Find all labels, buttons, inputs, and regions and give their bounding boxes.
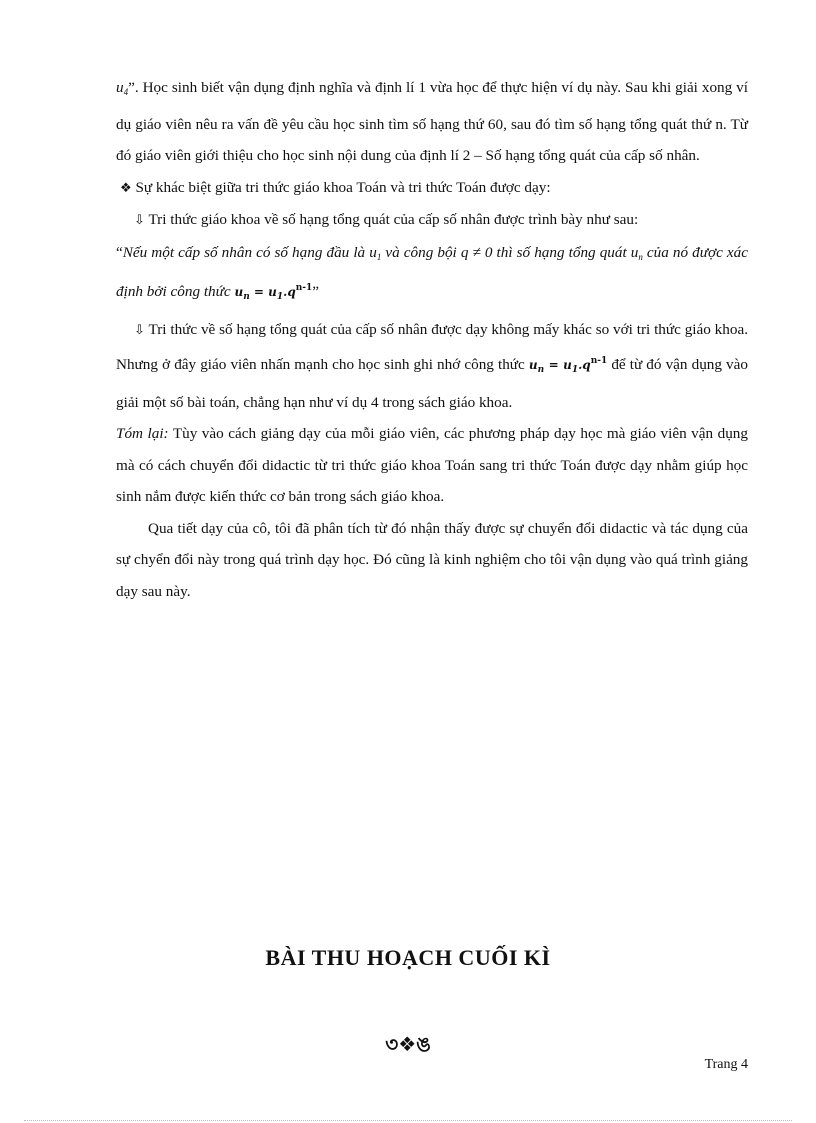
paragraph-intro-text: ”. Học sinh biết vận dụng định nghĩa và định lí 1 vừa học để thực hiện ví dụ này. Sau khi giải xong ví dụ giáo viên nêu ra vấn đề yêu cầu học sinh tìm số hạng thứ 60, sau đó tìm số hạng tổng quát thứ n. Từ đó giáo viên giới thiệu cho học sinh nội dung của định lí 2 – Số hạng tổng quát của cấp số nhân. <box>116 79 748 164</box>
quote-close: ” <box>312 283 320 300</box>
quote-part-1: Nếu một cấp số nhân có số hạng đầu là u <box>122 243 377 261</box>
formula-q: .q <box>283 285 296 299</box>
paragraph-taught-after: để từ đó vận dụng vào giải một số bài toán, chẳng hạn như ví dụ 4 trong sách giáo khoa. <box>116 356 748 411</box>
formula-lhs: u <box>528 358 538 372</box>
diamond-bullet-icon: ❖ <box>120 180 132 196</box>
paragraph-taught-knowledge <box>116 314 748 419</box>
ornament-divider-icon: ৩❖ঙ <box>385 1032 431 1056</box>
formula-general-term-inline <box>528 356 608 375</box>
paragraph-textbook-text: Tri thức giáo khoa về số hạng tổng quát của cấp số nhân được trình bày như sau: <box>148 211 639 228</box>
paragraph-closing <box>116 513 748 608</box>
summary-label: Tóm lại: <box>116 425 169 442</box>
formula-lhs: u <box>234 285 244 299</box>
page-number: Trang 4 <box>704 1057 748 1072</box>
bullet-heading <box>116 172 748 205</box>
down-arrow-icon: ⇩ <box>134 213 145 228</box>
var-u: u <box>116 79 124 96</box>
quote-part-3: thì số hạng tổng quát u <box>492 243 639 261</box>
formula-rhs: = u <box>544 358 572 372</box>
quote-sub-2: n <box>638 251 643 262</box>
quote-q-condition: q ≠ 0 <box>460 243 493 261</box>
paragraph-textbook-knowledge <box>116 204 748 237</box>
formula-exponent: n-1 <box>295 283 313 293</box>
paragraph-summary <box>116 418 748 513</box>
closing-text: Qua tiết dạy của cô, tôi đã phân tích từ đó nhận thấy được sự chuyển đổi didactic và tác dụng của sự chyển đổi này trong quá trình dạy học. Đó cũng là kinh nghiệm cho tôi vận dụng vào quá trình giảng dạy sau này. <box>116 519 748 600</box>
section-title: BÀI THU HOẠCH CUỐI KÌ <box>265 945 551 970</box>
down-arrow-icon: ⇩ <box>134 322 145 338</box>
formula-general-term <box>234 283 313 302</box>
theorem-quote <box>116 237 748 314</box>
formula-rhs: = u <box>249 285 277 299</box>
quote-part-4: của nó được xác định bởi công thức <box>116 243 749 300</box>
formula-rhs-sub: 1 <box>571 365 579 375</box>
var-u-sub: 4 <box>123 87 129 97</box>
quote-sub-1: 1 <box>376 251 382 262</box>
formula-exponent: n-1 <box>590 356 608 366</box>
paragraph-taught-text: Tri thức về số hạng tổng quát của cấp số nhân được dạy không mấy khác so với tri thức giáo khoa. Nhưng ở đây giáo viên nhấn mạnh cho học sinh ghi nhớ công thức <box>116 320 749 373</box>
quote-part-2: và công bội <box>381 243 461 261</box>
formula-lhs-sub: n <box>537 365 545 375</box>
formula-q: .q <box>578 358 591 372</box>
quote-open: “ <box>116 243 123 261</box>
summary-text: Tùy vào cách giảng dạy của mỗi giáo viên, các phương pháp dạy học mà giáo viên vận dụng mà có cách chuyển đổi didactic từ tri thức giáo khoa Toán sang tri thức Toán được dạy nhằm giúp học sinh nắm được kiến thức cơ bản trong sách giáo khoa. <box>116 425 748 505</box>
paragraph-intro <box>116 72 748 172</box>
page-bottom-rule <box>24 1120 792 1121</box>
bullet-heading-text: Sự khác biệt giữa tri thức giáo khoa Toán và tri thức Toán được dạy: <box>135 178 551 196</box>
formula-lhs-sub: n <box>243 292 250 302</box>
formula-rhs-sub: 1 <box>276 292 284 302</box>
body-text <box>116 72 748 607</box>
